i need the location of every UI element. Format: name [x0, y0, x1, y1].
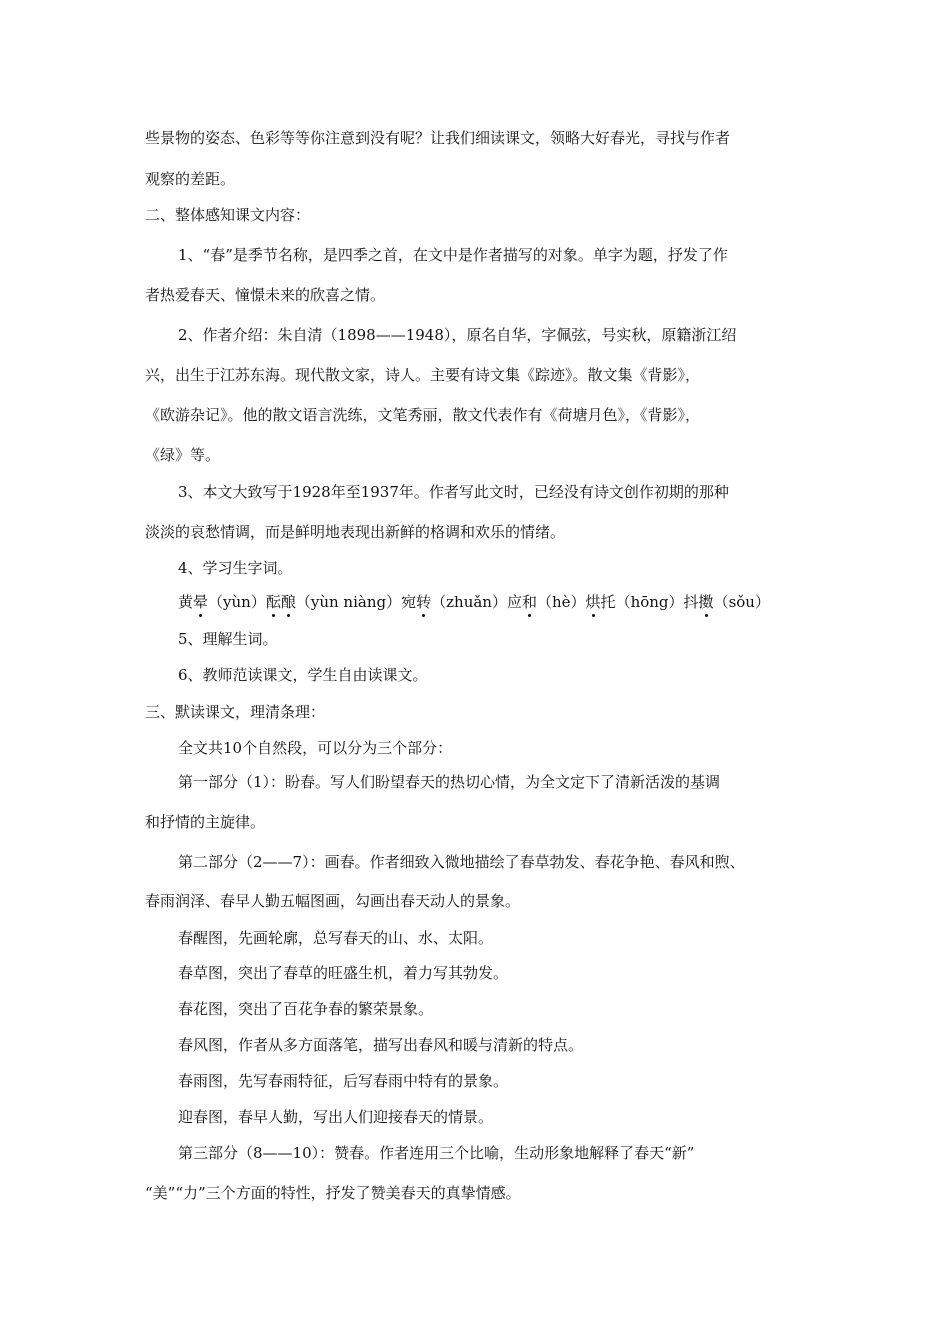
vocab-dotted-char: 和	[521, 593, 537, 611]
vocab-pinyin: （yùn）	[208, 593, 266, 611]
paragraph-line: 第一部分（1）：盼春。写人们盼望春天的热切心情，为全文定下了清新活泼的基调	[178, 773, 721, 791]
paragraph-line: 《绿》等。	[145, 446, 221, 464]
paragraph-line: 春风图，作者从多方面落笔，描写出春风和暖与清新的特点。	[178, 1036, 584, 1054]
paragraph-line: 6、教师范读课文，学生自由读课文。	[178, 666, 428, 684]
paragraph-line: 春花图，突出了百花争春的繁荣景象。	[178, 1000, 434, 1018]
paragraph-line: 者热爱春天、憧憬未来的欣喜之情。	[145, 286, 386, 304]
section-heading: 三、默读课文，理清条理：	[145, 703, 326, 721]
paragraph-line: 春雨图，先写春雨特征，后写春雨中特有的景象。	[178, 1072, 509, 1090]
paragraph-line: 迎春图，春早人勤，写出人们迎接春天的情景。	[178, 1108, 494, 1126]
vocab-dotted-char: 晕	[193, 593, 209, 611]
paragraph-line: 和抒情的主旋律。	[145, 813, 266, 831]
paragraph-line: 第二部分（2——7）：画春。作者细致入微地描绘了春草勃发、春花争艳、春风和煦、	[178, 853, 745, 871]
vocab-pinyin: （hōng）	[615, 593, 684, 611]
vocab-char: 抖	[683, 593, 699, 611]
vocab-pinyin: （yùn niàng）	[295, 593, 402, 611]
paragraph-line: 5、理解生词。	[178, 630, 278, 648]
vocab-pinyin: （zhuǎn）	[431, 593, 507, 611]
paragraph-line: 第三部分（8——10）：赞春。作者连用三个比喻，生动形象地解释了春天“新”	[178, 1144, 695, 1162]
paragraph-line: “美”“力”三个方面的特性，抒发了赞美春天的真挚情感。	[145, 1184, 521, 1202]
paragraph-line: 淡淡的哀愁情调，而是鲜明地表现出新鲜的格调和欢乐的情绪。	[145, 523, 566, 541]
paragraph-line: 春草图，突出了春草的旺盛生机，着力写其勃发。	[178, 964, 509, 982]
vocab-char: 宛	[401, 593, 417, 611]
paragraph-line: 2、作者介绍：朱自清（1898——1948），原名自华，字佩弦，号实秋，原籍浙江绍	[178, 326, 737, 344]
vocab-pinyin: （hè）	[536, 593, 586, 611]
paragraph-line: 4、学习生字词。	[178, 559, 293, 577]
paragraph-line: 兴，出生于江苏东海。现代散文家，诗人。主要有诗文集《踪迹》。散文集《背影》，	[145, 366, 701, 384]
vocab-dotted-char: 酿	[280, 593, 296, 611]
paragraph-line: 观察的差距。	[145, 170, 236, 188]
vocab-dotted-char: 烘	[585, 593, 601, 611]
vocab-dotted-char: 酝	[265, 593, 281, 611]
vocab-char: 应	[506, 593, 522, 611]
paragraph-line: 春雨润泽、春早人勤五幅图画，勾画出春天动人的景象。	[145, 892, 521, 910]
vocab-char: 托	[600, 593, 616, 611]
vocab-dotted-char: 转	[416, 593, 432, 611]
paragraph-line: 春醒图，先画轮廓，总写春天的山、水、太阳。	[178, 929, 494, 947]
vocab-char: 黄	[178, 593, 194, 611]
vocab-pinyin: （sǒu）	[713, 593, 770, 611]
paragraph-line: 些景物的姿态、色彩等等你注意到没有呢？让我们细读课文，领略大好春光，寻找与作者	[145, 129, 731, 147]
vocab-line	[178, 592, 770, 612]
vocab-dotted-char: 擞	[698, 593, 714, 611]
paragraph-line: 全文共10个自然段，可以分为三个部分：	[178, 739, 453, 757]
paragraph-line: 《欧游杂记》。他的散文语言洗练，文笔秀丽，散文代表作有《荷塘月色》，《背影》，	[145, 406, 701, 424]
paragraph-line: 1、“春”是季节名称，是四季之首，在文中是作者描写的对象。单字为题，抒发了作	[178, 246, 728, 264]
paragraph-line: 3、本文大致写于1928年至1937年。作者写此文时，已经没有诗文创作初期的那种	[178, 483, 729, 501]
section-heading: 二、整体感知课文内容：	[145, 206, 311, 224]
